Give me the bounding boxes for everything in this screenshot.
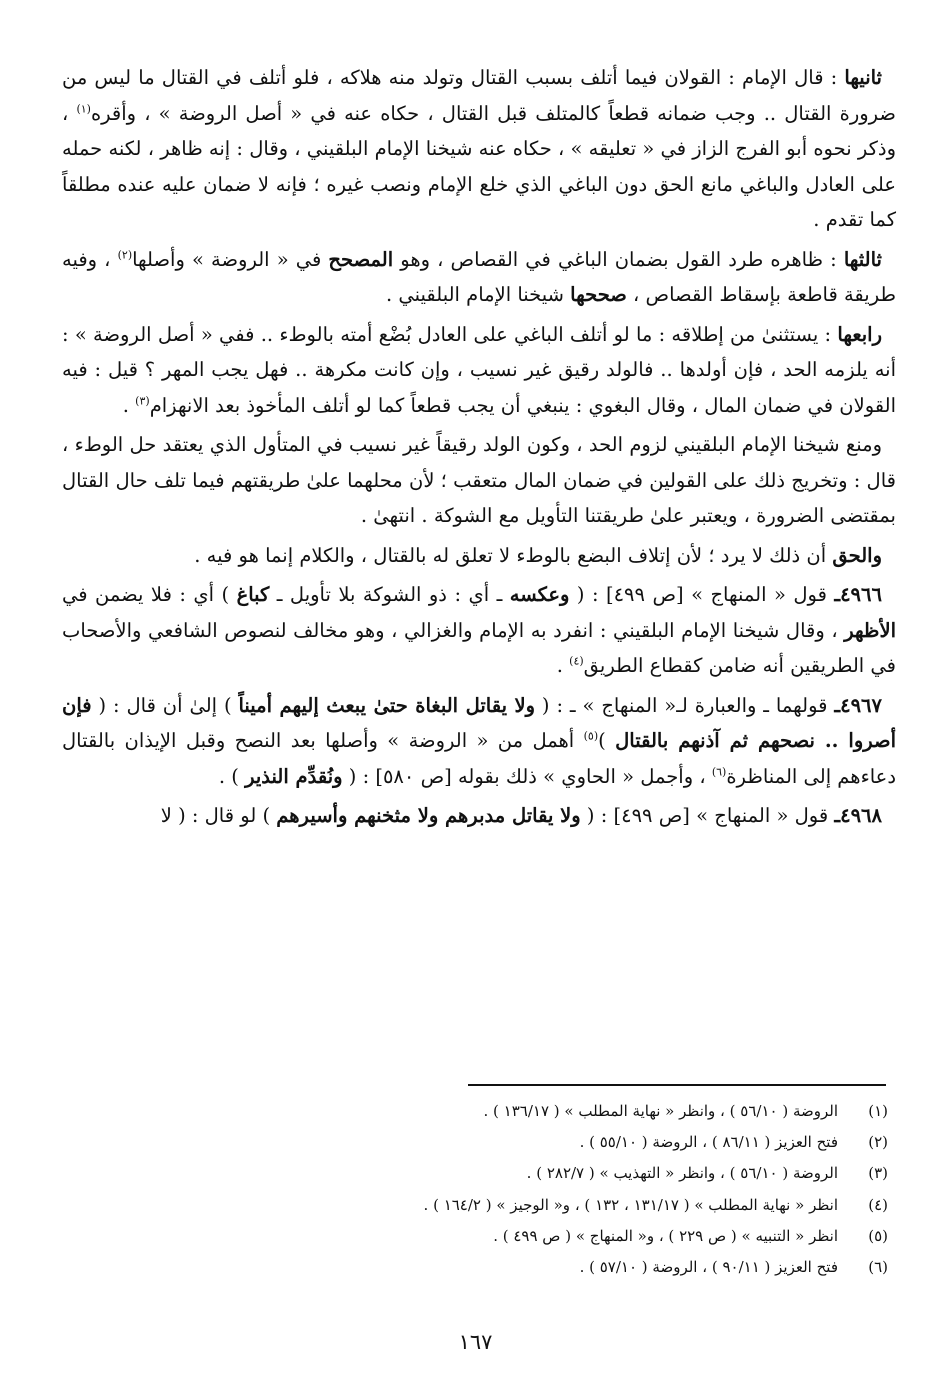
text-run: ومنع شيخنا الإمام البلقيني لزوم الحد ، وكون الولد رقيقاً غير نسيب في المتأول الذي يعتقد حل الوطء ، قال : وتخريج ذلك على القولين في ضمان المال متعقب ؛ لأن محلهما علىٰ طريقتهم فيما تلف حال القتال بمقتضى الضرورة ، ويعتبر علىٰ طريقتنا التأويل مع الشوكة . انتهىٰ .	[62, 433, 896, 527]
bold-term: رابعها	[837, 322, 882, 346]
footnote-item	[62, 1221, 888, 1252]
paragraph	[62, 688, 896, 795]
main-text	[62, 60, 896, 838]
text-run: .	[556, 654, 570, 677]
paragraph	[62, 317, 896, 424]
bold-term: فإن أصروا .. نصحهم ثم آذنهم بالقتال	[62, 693, 896, 752]
footnote-number: (٤)	[868, 1195, 888, 1214]
bold-term: الأظهر	[844, 618, 896, 642]
footnote-ref: (٢)	[117, 248, 133, 261]
footnote-item	[62, 1096, 888, 1127]
footnote-ref: (٦)	[711, 765, 727, 778]
text-run: أهمل من « الروضة » وأصلها بعد النصح وقبل الإيذان بالقتال دعاءهم إلى المناظرة	[62, 729, 896, 788]
footnote-item	[62, 1252, 888, 1283]
footnote-item	[62, 1190, 888, 1221]
bold-term: ثانيها	[844, 66, 882, 89]
text-run: .	[122, 393, 136, 417]
text-run: )	[598, 729, 616, 752]
footnote-item	[62, 1127, 888, 1158]
bold-term: صححها	[570, 283, 627, 306]
text-run: : ظاهره طرد القول بضمان الباغي في القصاص ، وهو	[393, 247, 844, 271]
text-run: قول « المنهاج » [ص ٤٩٩] : (	[569, 583, 835, 606]
paragraph	[62, 242, 896, 313]
bold-term: ٤٩٦٧ـ	[834, 693, 882, 717]
text-run: قولهما ـ والعبارة لـ« المنهاج » ـ : (	[535, 693, 835, 717]
bold-term: ونُقدِّم النذير	[245, 764, 343, 788]
footnote-text: انظر « التنبيه » ( ص ٢٢٩ ) ، و« المنهاج » ( ص ٤٩٩ ) .	[493, 1226, 838, 1245]
bold-term: ثالثها	[843, 247, 882, 271]
footnote-text: الروضة ( ٥٦/١٠ ) ، وانظر « نهاية المطلب » ( ١٣٦/١٧ ) .	[483, 1102, 838, 1120]
footnote-item	[62, 1158, 888, 1189]
paragraph	[62, 798, 896, 834]
text-run: : يستثنىٰ من إطلاقه : ما لو أتلف الباغي على العادل بُضْع أمته بالوطء .. ففي « أصل الروضة » : أنه يلزمه الحد ، فإن أولدها .. فالولد رقيق غير نسيب ، وإن كانت مكرهة .. فهل يجب المهر ؟ قيل : فيه القولان في ضمان المال ، وقال البغوي : ينبغي أن يجب قطعاً كما لو أتلف المأخوذ بعد الانهزام	[62, 322, 896, 417]
bold-term: وعكسه	[509, 583, 570, 606]
text-run: : قال الإمام : القولان فيما أتلف بسبب القتال وتولد منه هلاكه ، فلو أتلف في القتال ما ليس من ضرورة القتال .. وجب ضمانه قطعاً كالمتلف قبل القتال ، حكاه عنه في « أصل الروضة » ، وأقره	[62, 66, 896, 125]
paragraph	[62, 427, 896, 534]
text-run: أن ذلك لا يرد ؛ لأن إتلاف البضع بالوطء لا تعلق له بالقتال ، والكلام إنما هو فيه .	[194, 543, 833, 567]
footnote-text: فتح العزيز ( ٩٠/١١ ) ، الروضة ( ٥٧/١٠ ) .	[579, 1258, 838, 1277]
text-run: في « الروضة » وأصلها	[132, 247, 329, 271]
footnote-number: (٥)	[868, 1226, 888, 1245]
footnote-separator	[468, 1084, 886, 1086]
footnote-ref: (١)	[76, 102, 91, 115]
bold-term: ولا يقاتل مدبرهم ولا مثخنهم وأسيرهم	[276, 804, 581, 827]
bold-term: المصحح	[328, 247, 394, 271]
footnote-number: (٢)	[868, 1133, 888, 1152]
text-run: ) لو قال : ( لا	[160, 804, 277, 827]
paragraph	[62, 577, 896, 684]
bold-term: كباغ	[236, 583, 270, 606]
footnote-number: (٣)	[868, 1164, 888, 1183]
footnote-text: الروضة ( ٥٦/١٠ ) ، وانظر « التهذيب » ( ٢٨٢/٧ ) .	[526, 1164, 838, 1183]
page-number: ١٦٧	[458, 1330, 493, 1354]
footnote-ref: (٣)	[135, 394, 150, 407]
text-run: ) إلىٰ أن قال : (	[91, 693, 239, 717]
bold-term: والحق	[832, 543, 882, 567]
footnotes	[62, 1096, 888, 1283]
text-run: ) أي : فلا يضمن في	[62, 583, 237, 606]
text-run: ـ أي : ذو الشوكة بلا تأويل ـ	[269, 583, 510, 606]
text-run: ، وفيه طريقة قاطعة بإسقاط القصاص ،	[62, 247, 896, 306]
footnote-ref: (٥)	[583, 729, 599, 743]
text-run: ، وأجمل « الحاوي » ذلك بقوله [ص ٥٨٠] : (	[342, 764, 712, 788]
text-run: قول « المنهاج » [ص ٤٩٩] : (	[580, 804, 835, 827]
text-run: ، وذكر نحوه أبو الفرج الزاز في « تعليقه » ، حكاه عنه شيخنا الإمام البلقيني ، وقال : إنه ظاهر ، لكنه حمله على العادل والباغي مانع الحق دون الباغي الذي خلع الإمام ونصب غيره ؛ فإنه لا ضمان عليه عنده مطلقاً كما تقدم .	[62, 101, 896, 231]
footnote-number: (١)	[868, 1102, 888, 1120]
footnote-number: (٦)	[868, 1258, 888, 1277]
footnote-text: فتح العزيز ( ٨٦/١١ ) ، الروضة ( ٥٥/١٠ ) .	[579, 1133, 838, 1152]
text-run: ) .	[218, 764, 246, 788]
bold-term: ٤٩٦٨ـ	[834, 804, 882, 827]
bold-term: ولا يقاتل البغاة حتىٰ يبعث إليهم أميناً	[238, 693, 536, 717]
footnote-text: انظر « نهاية المطلب » ( ١٣١/١٧ ، ١٣٢ ) ، و« الوجيز » ( ١٦٤/٢ ) .	[423, 1195, 838, 1214]
paragraph	[62, 538, 896, 574]
bold-term: ٤٩٦٦ـ	[834, 583, 882, 606]
paragraph	[62, 60, 896, 238]
text-run: شيخنا الإمام البلقيني .	[385, 283, 571, 306]
footnote-ref: (٤)	[569, 654, 584, 668]
text-run: ، وقال شيخنا الإمام البلقيني : انفرد به الإمام والغزالي ، وهو مخالف لنصوص الشافعي والأصحاب في الطريقين أنه ضامن كقطاع الطريق	[62, 618, 896, 677]
